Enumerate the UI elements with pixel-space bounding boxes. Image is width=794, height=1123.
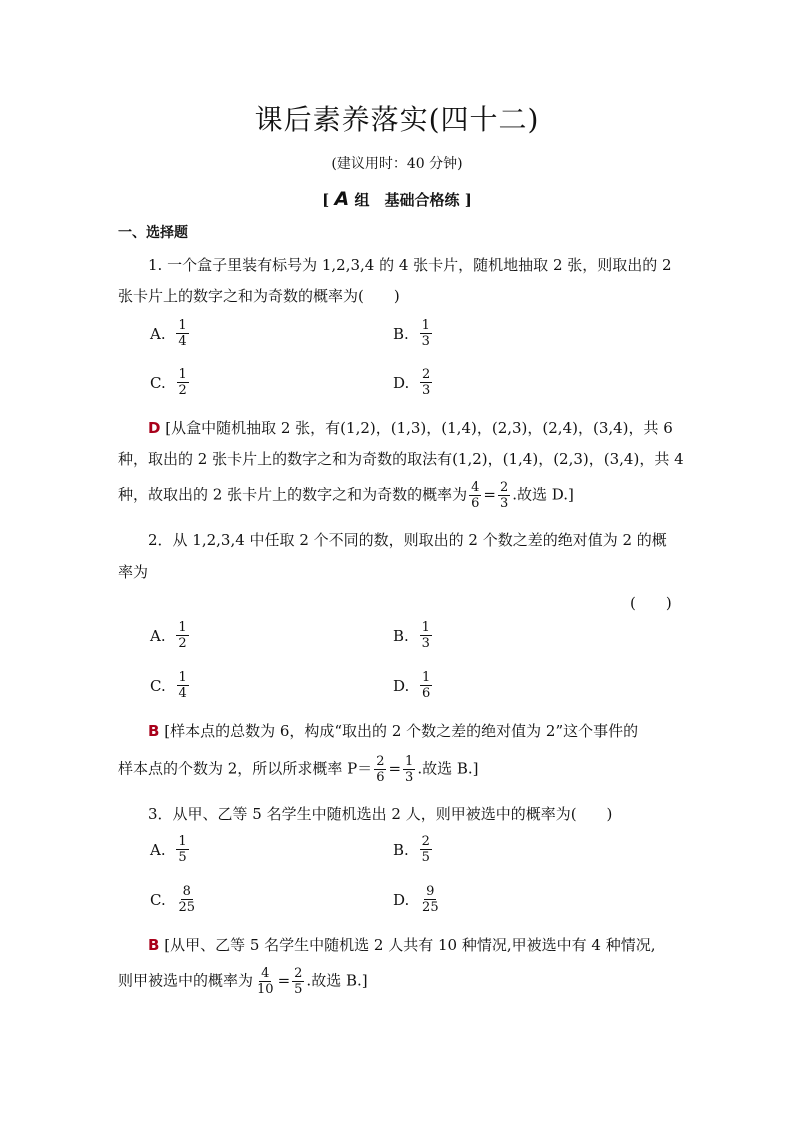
q2-option-c [150,670,191,701]
q3-option-d [393,884,443,915]
denominator: 3 [421,636,430,651]
page-title: 课后素养落实(四十二) [254,103,540,136]
numerator: 2 [422,367,431,382]
numerator: 2 [421,834,430,849]
solution-fraction [469,480,481,511]
denominator: 3 [405,770,414,785]
numerator: 1 [421,620,430,635]
denominator: 25 [422,900,439,915]
numerator: 1 [178,834,187,849]
q3-option-c [150,884,199,915]
option-fraction [420,620,432,651]
q1-solution-line3 [118,480,574,511]
group-label: 组 基础合格练 [354,191,460,209]
solution-text: [从盒中随机抽取 2 张，有(1,2)，(1,3)，(1,4)，(2,3)，(2,4)，(3,4)，共 6 [165,419,673,437]
q3-stem-line1: 3．从甲、乙等 5 名学生中随机选出 2 人，则甲被选中的概率为( ) [148,805,613,823]
solution-text: [从甲、乙等 5 名学生中随机选 2 人共有 10 种情况,甲被选中有 4 种情况, [164,936,656,954]
q2-solution-line1 [148,720,638,741]
group-left-bracket: [ [322,191,330,209]
denominator: 6 [422,686,431,701]
numerator: 4 [471,480,480,495]
group-right-bracket: ] [464,191,472,209]
option-label: D. [393,373,410,392]
option-label: C. [150,676,166,695]
numerator: 2 [376,754,385,769]
solution-text: [样本点的总数为 6，构成“取出的 2 个数之差的绝对值为 2”这个事件的 [164,722,639,740]
numerator: 1 [421,318,430,333]
option-label: B. [393,324,409,343]
option-label: A. [150,324,166,343]
group-letter: A [334,188,350,210]
denominator: 4 [178,334,187,349]
numerator: 1 [178,670,187,685]
answer-letter: B [148,722,160,740]
denominator: 10 [257,982,274,997]
q1-solution-line2: 种，取出的 2 张卡片上的数字之和为奇数的取法有(1,2)，(1,4)，(2,3)，(3,4)，共 4 [118,450,684,468]
denominator: 3 [421,334,430,349]
q2-solution-line2 [118,754,479,785]
option-label: A. [150,626,166,645]
q2-option-b [393,620,434,651]
q3-option-a [150,834,191,865]
numerator: 2 [499,480,509,495]
answer-letter: B [148,936,160,954]
q3-option-b [393,834,434,865]
numerator: 2 [294,966,303,981]
option-fraction [177,670,189,701]
q1-stem-line1: 1. 一个盒子里装有标号为 1,2,3,4 的 4 张卡片，随机地抽取 2 张，则取出的 2 [148,256,672,274]
option-fraction [176,620,188,651]
numerator: 9 [426,884,435,899]
denominator: 2 [178,383,187,398]
numerator: 8 [182,884,191,899]
option-label: D. [393,676,410,695]
q3-solution-line1 [148,934,655,955]
numerator: 1 [178,367,187,382]
option-fraction [176,834,188,865]
equals-sign: = [483,485,496,504]
equals-sign: = [277,971,291,990]
option-fraction [176,318,188,349]
q3-solution-line2 [118,966,368,997]
option-fraction [177,367,189,398]
denominator: 5 [294,982,303,997]
option-label: A. [150,840,166,859]
q1-option-a [150,318,191,349]
denominator: 25 [178,900,196,915]
option-label: C. [150,373,166,392]
numerator: 1 [405,754,414,769]
q1-stem-line2: 张卡片上的数字之和为奇数的概率为( ) [118,287,400,305]
answer-letter: D [148,419,161,437]
option-fraction [420,670,432,701]
option-fraction [177,884,198,915]
solution-fraction [498,480,510,511]
denominator: 5 [178,850,187,865]
denominator: 6 [471,496,480,511]
section-heading: 一、选择题 [118,225,188,241]
solution-text: .故选 D.] [512,485,574,504]
denominator: 5 [421,850,430,865]
q2-option-a [150,620,191,651]
q2-stem-line2: 率为 [118,563,149,581]
denominator: 6 [376,770,385,785]
denominator: 4 [178,686,187,701]
q2-option-d [393,670,434,701]
q1-solution-line1 [148,417,673,438]
solution-fraction [403,754,415,785]
denominator: 3 [422,383,431,398]
solution-text: 种，故取出的 2 张卡片上的数字之和为奇数的概率为 [118,485,468,504]
solution-fraction [255,966,276,997]
option-fraction [420,367,432,398]
group-heading [0,188,794,210]
solution-fraction [374,754,386,785]
option-fraction [420,884,441,915]
solution-text: .故选 B.] [306,971,368,990]
solution-text: .故选 B.] [417,759,479,778]
solution-fraction [292,966,304,997]
denominator: 3 [499,496,509,511]
q1-option-b [393,318,434,349]
option-fraction [420,834,432,865]
q2-answer-paren: ( ) [630,594,672,612]
numerator: 1 [178,318,187,333]
option-label: D. [393,890,410,909]
numerator: 4 [261,966,270,981]
option-label: B. [393,840,409,859]
denominator: 2 [178,636,187,651]
option-label: B. [393,626,409,645]
q2-stem-line1: 2．从 1,2,3,4 中任取 2 个不同的数，则取出的 2 个数之差的绝对值为 2 的概 [148,531,667,549]
suggested-time: (建议用时：40 分钟) [331,156,463,172]
numerator: 1 [422,670,431,685]
option-label: C. [150,890,166,909]
equals-sign: = [388,759,402,778]
q1-option-d [393,367,434,398]
option-fraction [420,318,432,349]
q1-option-c [150,367,191,398]
solution-text: 样本点的个数为 2，所以所求概率 P＝ [118,759,373,778]
solution-text: 则甲被选中的概率为 [118,971,254,990]
numerator: 1 [178,620,187,635]
